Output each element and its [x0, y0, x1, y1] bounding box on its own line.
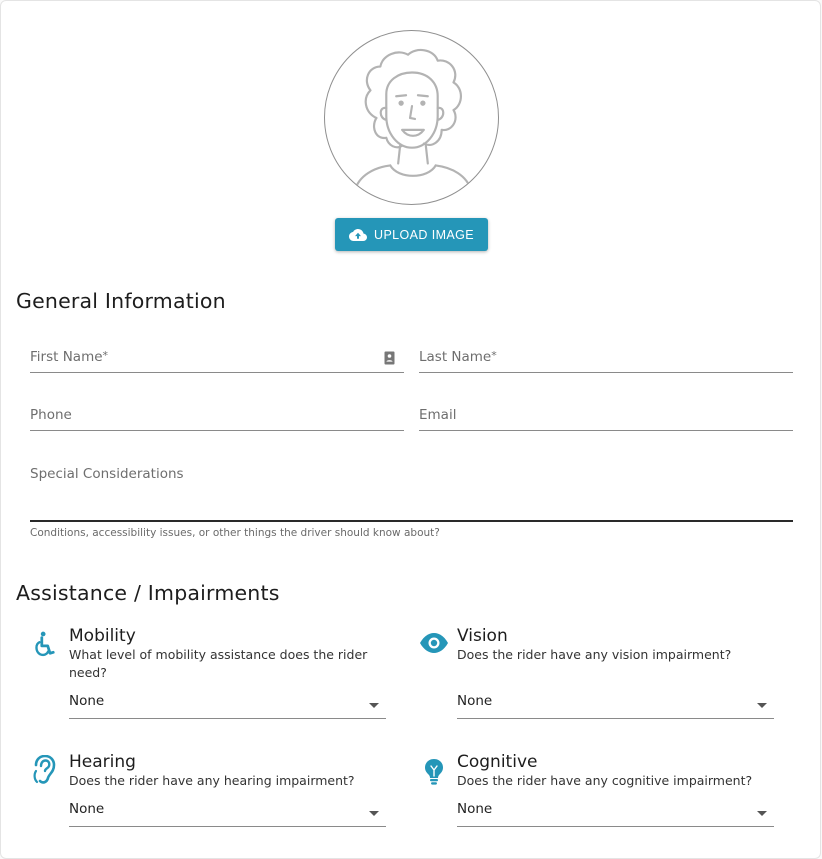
last-name-field[interactable]: [419, 349, 793, 373]
assistance-impairments-heading: Assistance / Impairments: [16, 581, 280, 605]
email-label: Email: [419, 407, 457, 423]
first-name-field[interactable]: [30, 349, 404, 373]
general-information-heading: General Information: [16, 289, 226, 313]
vision-select-value: None: [457, 693, 493, 709]
hearing-description: Does the rider have any hearing impairment?: [69, 773, 355, 788]
hearing-select[interactable]: [69, 801, 386, 827]
hearing-title: Hearing: [69, 752, 136, 772]
upload-image-label: UPLOAD IMAGE: [374, 227, 474, 242]
first-name-label: First Name*: [30, 349, 109, 365]
cognitive-title: Cognitive: [457, 752, 538, 772]
vision-select[interactable]: [457, 693, 774, 719]
ear-icon: [32, 755, 58, 789]
phone-field[interactable]: [30, 407, 404, 431]
vision-title: Vision: [457, 626, 508, 646]
last-name-label: Last Name*: [419, 349, 497, 365]
upload-image-button[interactable]: [335, 218, 488, 251]
special-considerations-label: Special Considerations: [30, 466, 184, 482]
mobility-description: What level of mobility assistance does the rider need?: [69, 647, 368, 680]
eye-icon: [419, 633, 449, 657]
mobility-select[interactable]: [69, 693, 386, 719]
dropdown-caret-icon: [369, 703, 379, 708]
cognitive-description: Does the rider have any cognitive impairment?: [457, 773, 753, 788]
mobility-select-value: None: [69, 693, 105, 709]
special-considerations-helper-text: Conditions, accessibility issues, or other things the driver should know about?: [30, 527, 440, 539]
special-considerations-field[interactable]: [30, 463, 793, 522]
hearing-select-value: None: [69, 801, 105, 817]
mobility-title: Mobility: [69, 626, 136, 646]
dropdown-caret-icon: [757, 811, 767, 816]
email-field[interactable]: [419, 407, 793, 431]
lightbulb-icon: [424, 758, 444, 790]
dropdown-caret-icon: [757, 703, 767, 708]
dropdown-caret-icon: [369, 811, 379, 816]
contact-card-icon[interactable]: [384, 350, 395, 364]
person-avatar-icon: [325, 31, 498, 204]
cognitive-select[interactable]: [457, 801, 774, 827]
cognitive-select-value: None: [457, 801, 493, 817]
cloud-upload-icon: [349, 228, 367, 242]
phone-label: Phone: [30, 407, 72, 423]
wheelchair-icon: [34, 631, 56, 663]
vision-description: Does the rider have any vision impairment?: [457, 647, 732, 662]
avatar-placeholder: [324, 30, 499, 205]
